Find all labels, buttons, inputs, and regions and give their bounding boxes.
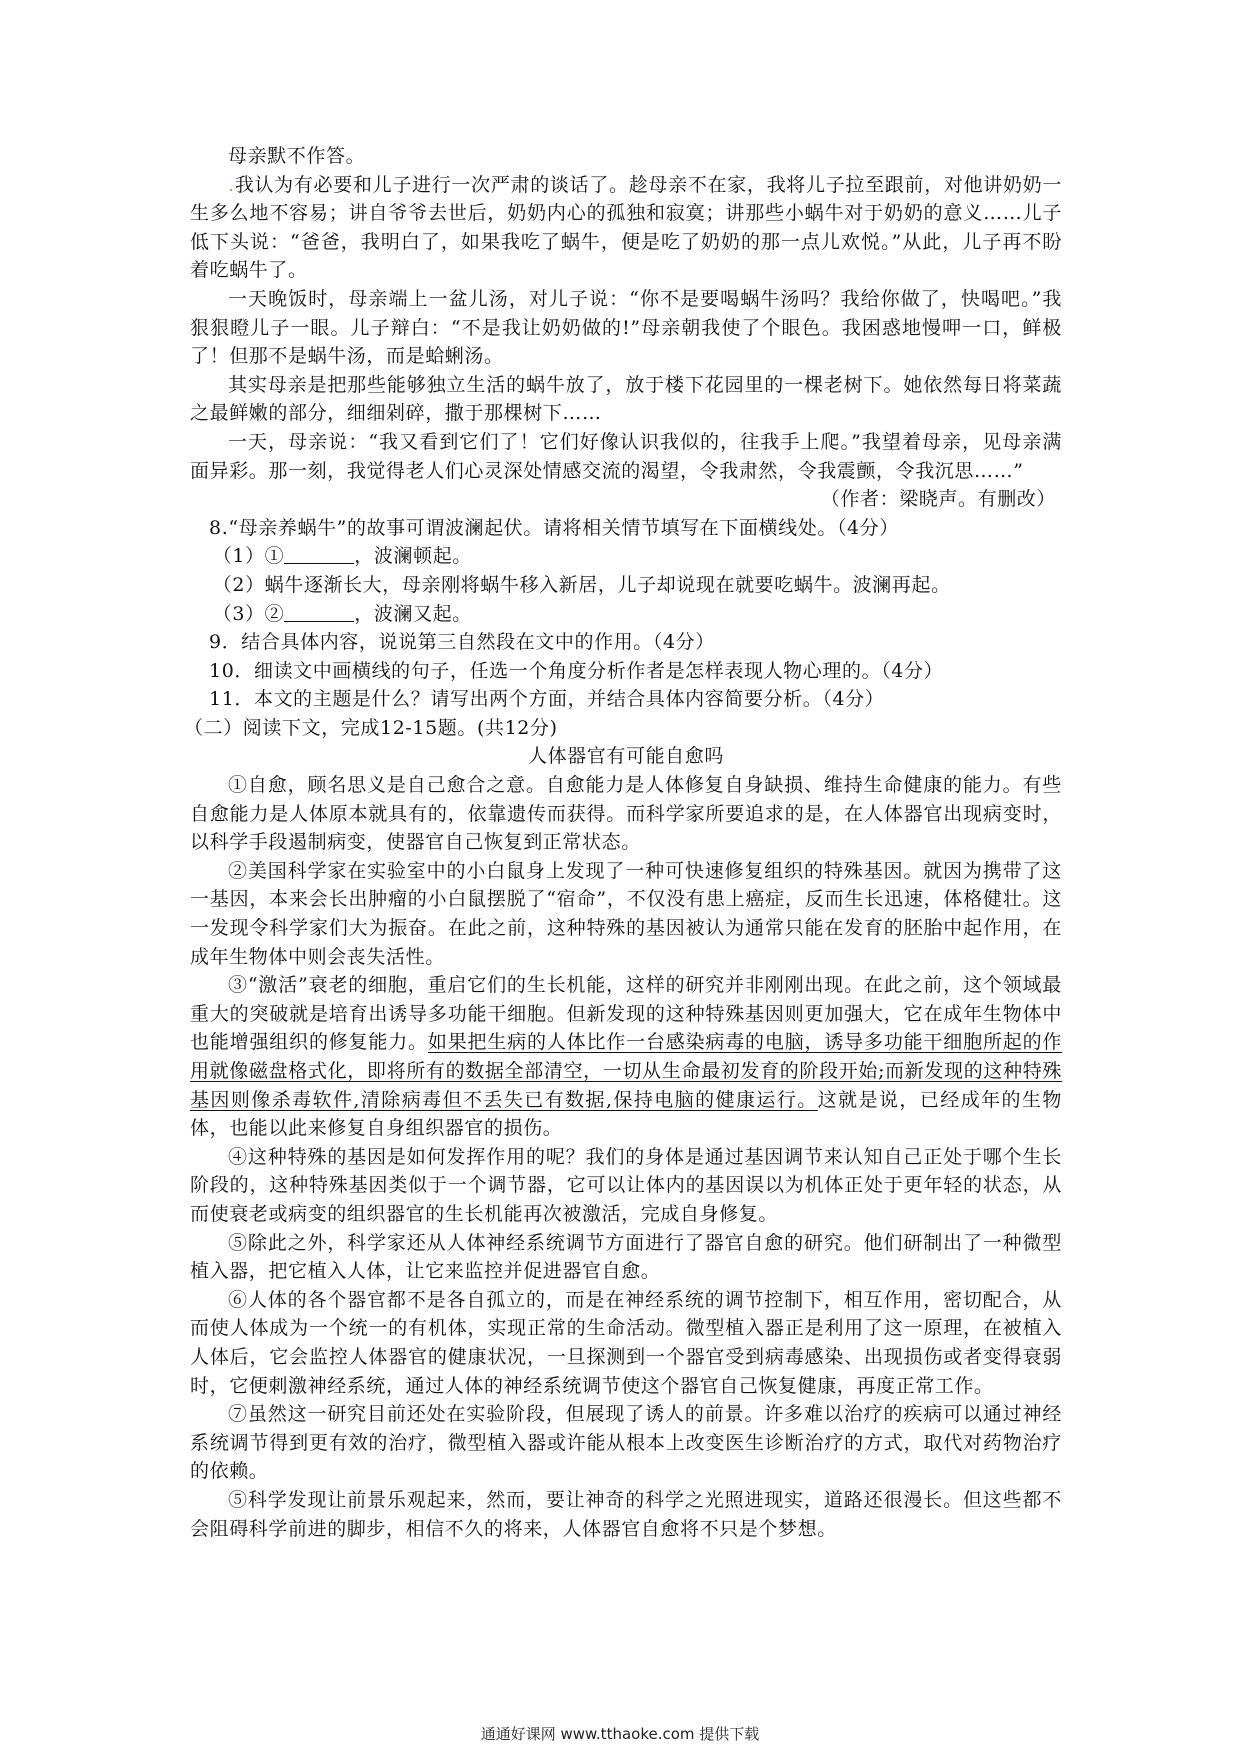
page-content xyxy=(184,142,1063,1543)
article-paragraph-4: ④这种特殊的基因是如何发挥作用的呢？我们的身体是通过基因调节来认知自己正处于哪个生长阶段的，这种特殊基因类似于一个调节器，它可以让体内的基因误以为机体正处于更年轻的状态，从而使衰老或病变的组织器官的生长机能再次被激活，完成自身修复。 xyxy=(190,1145,1062,1225)
underlined-sentence: 如果把生病的人体比作一台感染病毒的电脑，诱导多功能干细胞所起的作用就像磁盘格式化，即将所有的数据全部清空，一切从生命最初发育的阶段开始;而新发现的这种特殊基因则像杀毒软件,清除病毒但不丢失已有数据,保持电脑的健康运行。 xyxy=(190,1031,1063,1111)
q8-1-prefix: （1）① xyxy=(212,545,285,568)
answer-blank-2[interactable] xyxy=(284,603,354,622)
author-source: （作者：梁晓声。有删改） xyxy=(820,488,1056,511)
q8-3-prefix: （3）② xyxy=(212,602,285,625)
article-paragraph-3-lead: ③“激活”衰老的细胞，重启它们的生长机能，这样的研究并非刚刚出现。在此之前，这个领域最重大的突破就是培育出诱导多功能干细胞。但新发现的这种特殊基因则更加强大，它在成年生物体中也能增强组织的修复能力。 xyxy=(190,974,1062,1054)
article-paragraph-2: ②美国科学家在实验室中的小白鼠身上发现了一种可快速修复组织的特殊基因。就因为携带了这一基因，本来会长出肿瘤的小白鼠摆脱了“宿命”，不仅没有患上癌症，反而生长迅速，体格健壮。这一发现令科学家们大为振奋。在此之前，这种特殊的基因被认为通常只能在发育的胚胎中起作用，在成年生物体中则会丧失活性。 xyxy=(190,859,1062,968)
story-paragraph-5: 一天，母亲说：“我又看到它们了！它们好像认识我似的，往我手上爬。”我望着母亲，见母亲满面异彩。那一刻，我觉得老人们心灵深处情感交流的渴望，令我肃然，令我震颤，令我沉思……” xyxy=(190,430,1062,482)
article-paragraph-5: ⑤除此之外，科学家还从人体神经系统调节方面进行了器官自愈的研究。他们研制出了一种微型植入器，把它植入人体，让它来监控并促进器官自愈。 xyxy=(190,1231,1062,1283)
story-paragraph-2 xyxy=(190,171,1062,285)
stray-mark: . xyxy=(228,173,235,196)
question-11: 11．本文的主题是什么？请写出两个方面，并结合具体内容简要分析。（4分） xyxy=(209,688,885,711)
story-paragraph-4: 其实母亲是把那些能够独立生活的蜗牛放了，放于楼下花园里的一棵老树下。她依然每日将菜蔬之最鲜嫩的部分，细细剁碎，撒于那棵树下…… xyxy=(190,373,1062,425)
article-paragraph-1: ①自愈，顾名思义是自己愈合之意。自愈能力是人体修复自身缺损、维持生命健康的能力。有些自愈能力是人体原本就具有的，依靠遗传而获得。而科学家所要追求的是，在人体器官出现病变时，以科学手段遏制病变，使器官自己恢复到正常状态。 xyxy=(190,774,1062,854)
story-paragraph-2-text: 我认为有必要和儿子进行一次严肃的谈话了。趁母亲不在家，我将儿子拉至跟前，对他讲奶奶一生多么地不容易；讲自爷爷去世后，奶奶内心的孤独和寂寞；讲那些小蜗牛对于奶奶的意义……儿子低下头说：“爸爸，我明白了，如果我吃了蜗牛，便是吃了奶奶的那一点儿欢悦。”从此，儿子再不盼着吃蜗牛了。 xyxy=(190,173,1062,282)
question-8-item-1 xyxy=(190,542,1062,571)
story-paragraph-1: 母亲默不作答。 xyxy=(228,145,366,167)
page-footer: 通通好课网 www.tthaoke.com 提供下载 xyxy=(480,1725,760,1743)
answer-blank-1[interactable] xyxy=(284,545,354,564)
question-8-item-2: （2）蜗牛逐渐长大，母亲刚将蜗牛移入新居，儿子却说现在就要吃蜗牛。波澜再起。 xyxy=(212,573,951,596)
question-10: 10．细读文中画横线的句子，任选一个角度分析作者是怎样表现人物心理的。（4分） xyxy=(209,659,944,682)
section-2-heading: （二）阅读下文，完成12-15题。(共12分) xyxy=(184,716,558,739)
article-paragraph-3 xyxy=(190,971,1062,1143)
question-9: 9．结合具体内容，说说第三自然段在文中的作用。（4分） xyxy=(209,631,715,654)
question-8: 8.“母亲养蜗牛”的故事可谓波澜起伏。请将相关情节填写在下面横线处。（4分） xyxy=(209,516,899,539)
article-title: 人体器官有可能自愈吗 xyxy=(527,745,724,768)
story-paragraph-3: 一天晚饭时，母亲端上一盆儿汤，对儿子说：“你不是要喝蜗牛汤吗？我给你做了，快喝吧。”我狠狠瞪儿子一眼。儿子辩白：“不是我让奶奶做的!”母亲朝我使了个眼色。我困惑地慢呷一口，鲜极了！但那不是蜗牛汤，而是蛤蜊汤。 xyxy=(190,287,1062,368)
q8-3-suffix: ，波澜又起。 xyxy=(354,602,472,625)
article-paragraph-3-tail: 这就是说，已经成年的生物体，也能以此来修复自身组织器官的损伤。 xyxy=(190,1088,1063,1140)
article-paragraph-6: ⑥人体的各个器官都不是各自孤立的，而是在神经系统的调节控制下，相互作用，密切配合，从而使人体成为一个统一的有机体，实现正常的生命活动。微型植入器正是利用了这一原理，在被植入人体后，它会监控人体器官的健康状况，一旦探测到一个器官受到病毒感染、出现损伤或者变得衰弱时，它便刺激神经系统，通过人体的神经系统调节使这个器官自己恢复健康，再度正常工作。 xyxy=(190,1288,1062,1397)
article-paragraph-7: ⑦虽然这一研究目前还处在实验阶段，但展现了诱人的前景。许多难以治疗的疾病可以通过神经系统调节得到更有效的治疗，微型植入器或许能从根本上改变医生诊断治疗的方式，取代对药物治疗的依赖。 xyxy=(190,1403,1062,1483)
article-paragraph-8: ⑤科学发现让前景乐观起来，然而，要让神奇的科学之光照进现实，道路还很漫长。但这些都不会阻碍科学前进的脚步，相信不久的将来，人体器官自愈将不只是个梦想。 xyxy=(190,1488,1062,1540)
q8-1-suffix: ，波澜顿起。 xyxy=(354,545,472,568)
question-8-item-3 xyxy=(190,600,1062,629)
